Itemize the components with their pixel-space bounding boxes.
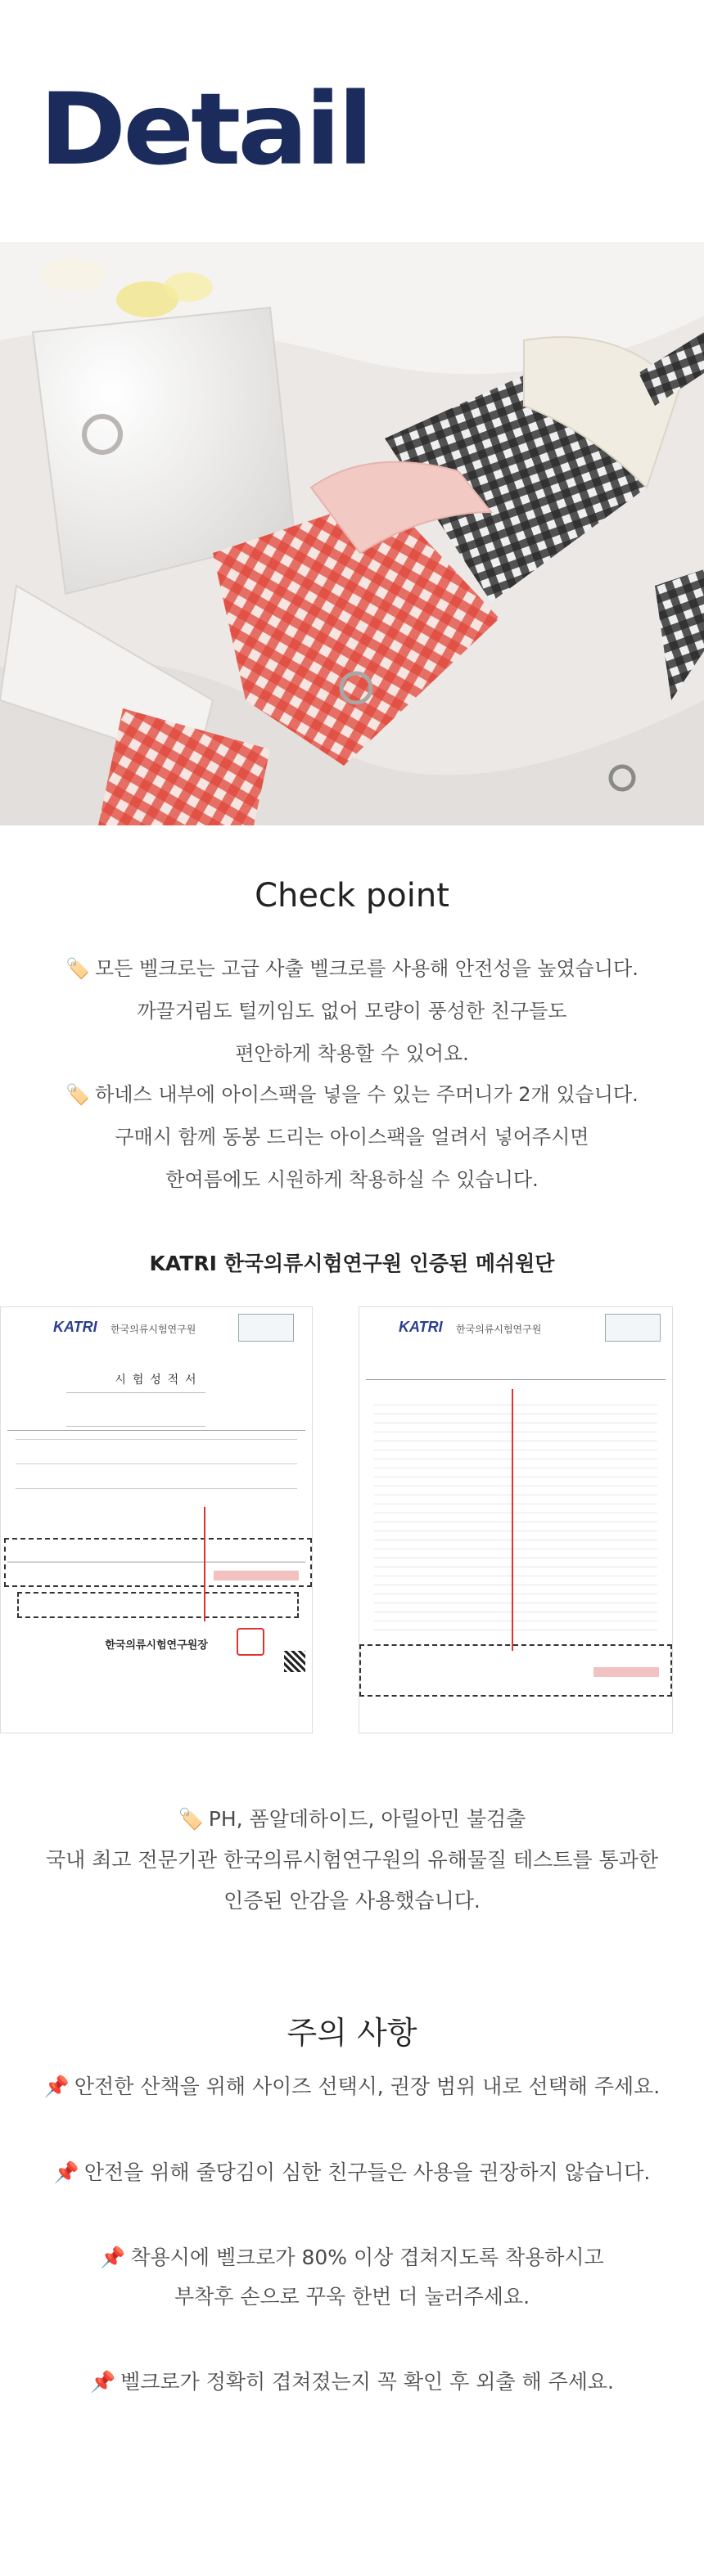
pushpin-icon: 📌 [90,2370,116,2394]
tag-icon: 🏷️ [178,1807,204,1831]
check-point-line: 까끌거림도 털끼임도 없어 모량이 풍성한 친구들도 [137,1000,567,1023]
certificate-footer-org: 한국의류시험연구원장 [105,1639,208,1651]
certification-info-line: 인증된 안감을 사용했습니다. [223,1889,481,1913]
certificate-document-right [359,1306,673,1733]
check-point-line: 구매시 함께 동봉 드리는 아이스팩을 얼려서 넣어주시면 [115,1126,589,1149]
accreditation-mark [238,1314,294,1342]
caution-note-text: 안전을 위해 줄당김이 심한 친구들은 사용을 권장하지 않습니다. [83,2160,651,2184]
product-illustration [0,242,704,825]
katri-logo: KATRI [399,1319,443,1335]
pushpin-icon: 📌 [43,2075,70,2098]
pushpin-icon: 📌 [100,2246,126,2269]
caution-note-text: 벨크로가 정확히 겹쳐졌는지 꼭 확인 후 외출 해 주세요. [120,2370,614,2394]
qr-code [284,1651,305,1672]
caution-note-line [0,2238,704,2277]
certification-info [0,1799,704,1922]
highlight-marker [214,1571,299,1580]
highlight-box [17,1592,299,1618]
check-point-heading: Check point [255,877,449,915]
certification-info-line: 국내 최고 전문기관 한국의류시험연구원의 유해물질 테스트를 통과한 [45,1848,659,1872]
katri-org-name: 한국의류시험연구원 [456,1324,542,1335]
highlight-line [512,1389,513,1651]
katri-logo: KATRI [53,1319,97,1335]
certification-info-line [0,1799,704,1840]
caution-note-text: 착용시에 벨크로가 80% 이상 겹쳐지도록 착용하시고 [130,2246,604,2269]
certificate-info-block [66,1392,205,1427]
check-point-line-text: 하네스 내부에 아이스팩을 넣을 수 있는 주머니가 2개 있습니다. [95,1083,639,1106]
certification-title: KATRI 한국의류시험연구원 인증된 메쉬원단 [149,1252,555,1275]
check-point-line [0,947,704,990]
product-photo [0,242,704,825]
check-point-line: 한여름에도 시원하게 착용하실 수 있습니다. [165,1168,539,1191]
certificate-doc-title: 시 험 성 적 서 [115,1373,198,1386]
pushpin-icon: 📌 [53,2160,79,2184]
official-seal [237,1628,264,1656]
certificate-document-left [0,1306,313,1733]
caution-note-line: 부착후 손으로 꾸욱 한번 더 눌러주세요. [174,2285,530,2309]
tag-icon: 🏷️ [65,1083,91,1106]
certificate-results-table [366,1379,666,1642]
certification-info-text: PH, 폼알데하이드, 아릴아민 불검출 [208,1807,526,1831]
check-point-item [0,1073,704,1201]
caution-note [0,2067,704,2106]
highlight-line [204,1507,205,1621]
caution-note [0,2153,704,2192]
katri-org-name: 한국의류시험연구원 [111,1324,196,1335]
check-point-line: 편안하게 착용할 수 있어요. [235,1042,469,1065]
check-point-line [0,1073,704,1116]
check-point-item [0,947,704,1075]
tag-icon: 🏷️ [65,957,91,980]
caution-note [0,2238,704,2317]
check-point-line-text: 모든 벨크로는 고급 사출 벨크로를 사용해 안전성을 높였습니다. [95,957,639,980]
accreditation-mark [605,1314,661,1342]
highlight-marker [593,1667,659,1677]
page-title: Detail [39,71,371,188]
caution-note [0,2362,704,2402]
caution-heading: 주의 사항 [287,2015,417,2051]
caution-note-text: 안전한 산책을 위해 사이즈 선택시, 권장 범위 내로 선택해 주세요. [74,2075,661,2098]
